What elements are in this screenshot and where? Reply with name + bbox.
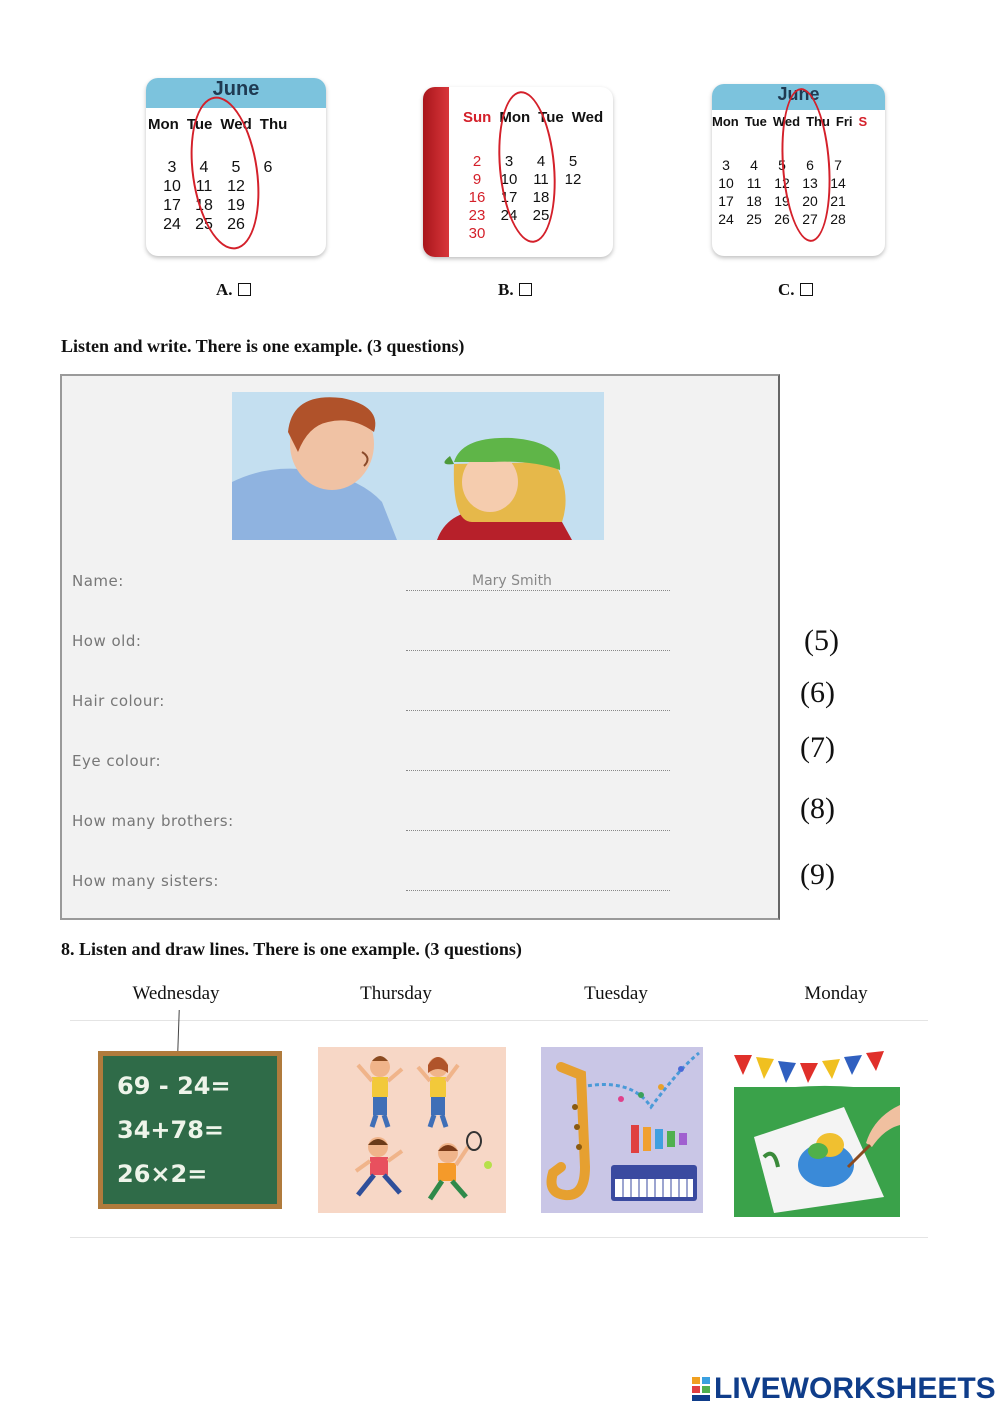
form-answer-brothers[interactable] [406, 812, 670, 831]
option-a[interactable]: A. [216, 280, 251, 300]
question-number-9: (9) [800, 858, 835, 891]
checkbox-b[interactable] [519, 283, 532, 296]
draw-lines-heading: 8. Listen and draw lines. There is one example. (3 questions) [61, 939, 522, 959]
calendar-weekdays: Sun Mon Tue Wed [463, 109, 604, 126]
question-number-6: (6) [800, 676, 835, 709]
liveworksheets-logo-icon [692, 1375, 710, 1399]
example-answer: Mary Smith [472, 573, 552, 589]
form-answer-eye-colour[interactable] [406, 752, 670, 771]
calendar-weekdays: Mon Tue Wed Thu Fri S [712, 114, 868, 129]
day-label-thursday[interactable]: Thursday [360, 983, 432, 1004]
man-and-girl-illustration [232, 392, 604, 540]
music-instruments-picture[interactable] [541, 1047, 703, 1213]
question-number-7: (7) [800, 731, 835, 764]
divider-top [70, 1020, 928, 1021]
liveworksheets-logo: LIVEWORKSHEETS [692, 1372, 996, 1406]
option-c[interactable]: C. [778, 280, 813, 300]
calendar-b-image [423, 87, 613, 257]
board-equation: 69 - 24= [117, 1072, 231, 1100]
day-label-wednesday[interactable]: Wednesday [132, 983, 220, 1004]
example-connecting-line [177, 1010, 179, 1052]
listen-write-heading: Listen and write. There is one example. (3 questions) [61, 336, 465, 356]
calendar-dates: 2 9 16 23 30 3 10 17 24 4 11 18 25 5 12 [468, 153, 582, 242]
calendar-dates: 3 10 17 24 4 11 18 25 5 12 19 26 6 [163, 159, 273, 233]
painting-art-picture[interactable] [734, 1047, 900, 1217]
form-label-name: Name: [72, 572, 124, 590]
calendar-month: June [212, 78, 260, 100]
calendar-dates: 3 10 17 24 4 11 18 25 5 12 19 26 6 13 20 27 7 14 21 28 [718, 157, 846, 227]
form-label-brothers: How many brothers: [72, 812, 234, 830]
info-form-image [60, 374, 780, 920]
checkbox-c[interactable] [800, 283, 813, 296]
sports-kids-picture[interactable] [318, 1047, 506, 1213]
board-equation: 34+78= [117, 1116, 225, 1144]
chalkboard-math-picture[interactable] [98, 1051, 282, 1209]
board-equation: 26×2= [117, 1160, 208, 1188]
question-number-8: (8) [800, 792, 835, 825]
form-label-how-old: How old: [72, 632, 142, 650]
form-label-sisters: How many sisters: [72, 872, 219, 890]
divider-bottom [70, 1237, 928, 1238]
day-label-tuesday[interactable]: Tuesday [584, 983, 648, 1004]
option-b[interactable]: B. [498, 280, 532, 300]
calendar-a-image [146, 78, 326, 256]
form-answer-sisters[interactable] [406, 872, 670, 891]
calendar-c-image [712, 84, 885, 256]
checkbox-a[interactable] [238, 283, 251, 296]
form-answer-name [406, 572, 670, 591]
calendar-month: June [777, 84, 820, 104]
calendar-weekdays: Mon Tue Wed Thu [148, 116, 288, 133]
form-answer-how-old[interactable] [406, 632, 670, 651]
form-label-eye-colour: Eye colour: [72, 752, 162, 770]
form-label-hair-colour: Hair colour: [72, 692, 165, 710]
question-number-5: (5) [804, 624, 839, 657]
form-answer-hair-colour[interactable] [406, 692, 670, 711]
day-label-monday[interactable]: Monday [804, 983, 868, 1004]
